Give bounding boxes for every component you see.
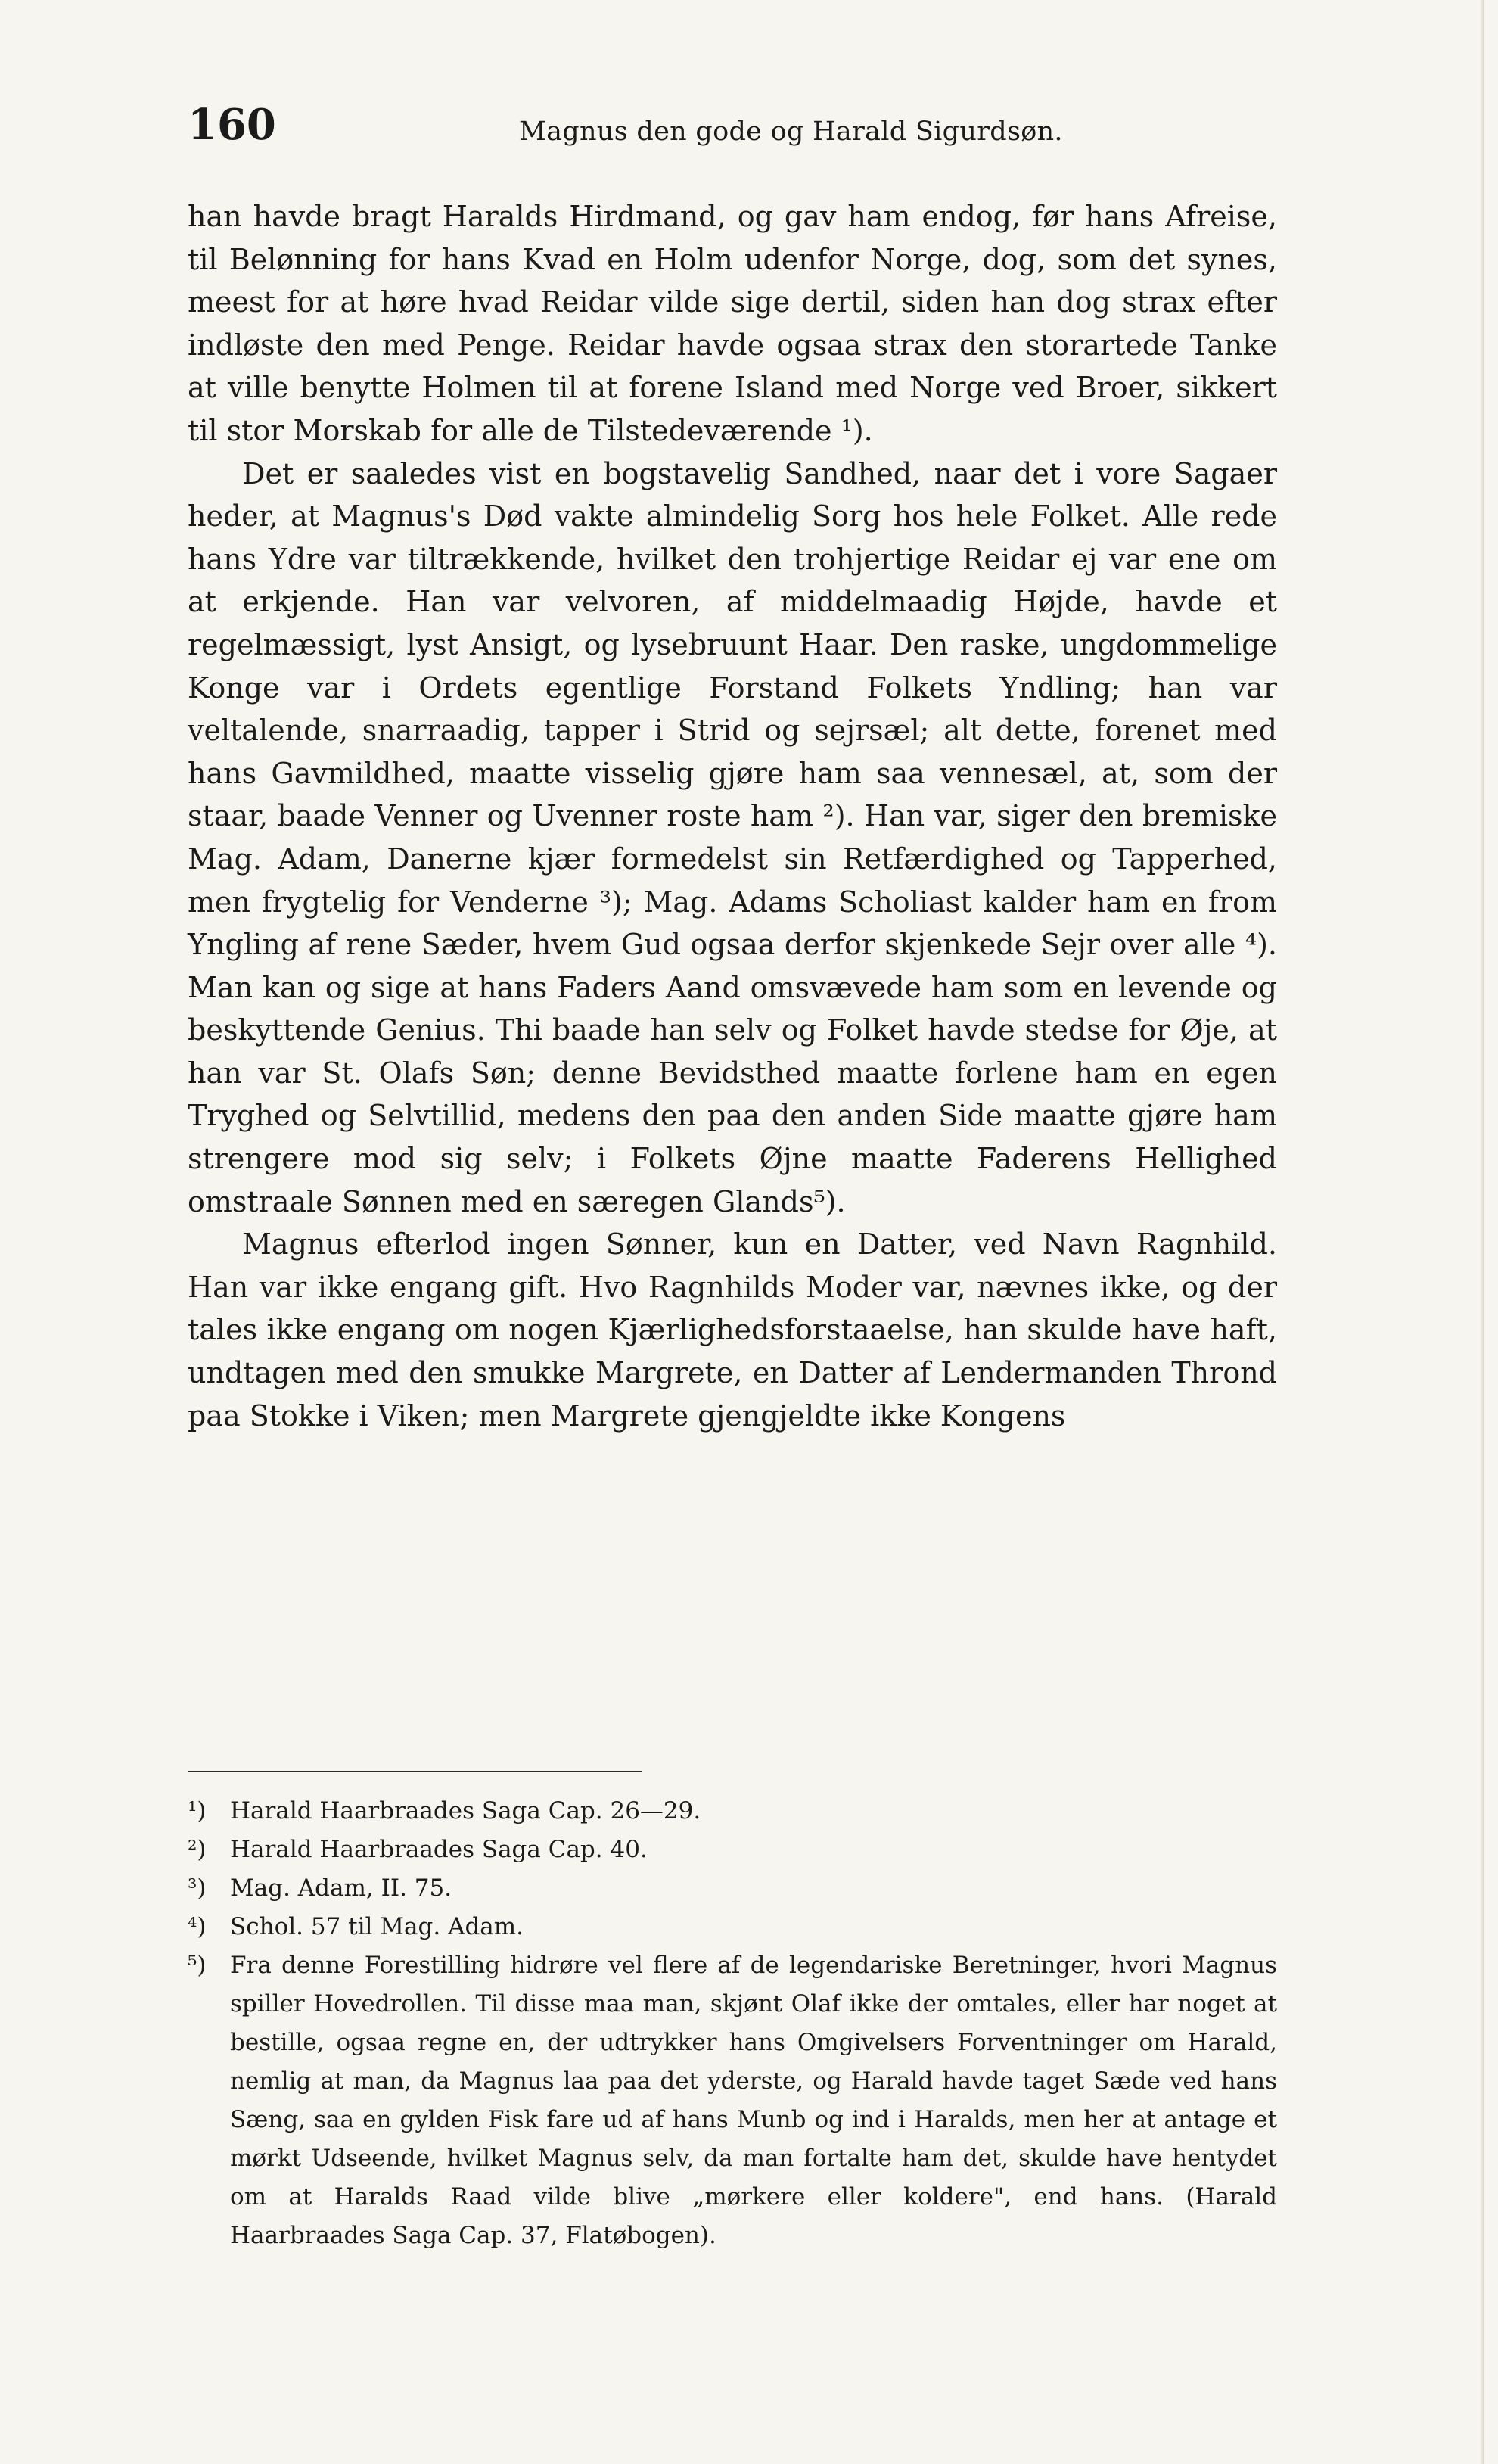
footnote-text: Harald Haarbraades Saga Cap. 26—29.: [230, 1797, 701, 1825]
paragraph-continued: han havde bragt Haralds Hirdmand, og gav ham endog, før hans Afreise, til Belønning for hans Kvad en Holm udenfor Norge, dog, som det synes, meest for at høre hvad Reidar vilde sige dertil, siden han dog strax efter indløste den med Penge. Reidar havde ogsaa strax den storartede Tanke at ville benytte Holmen til at forene Island med Norge ved Broer, sikkert til stor Morskab for alle de Tilstedeværende ¹).: [188, 200, 1277, 447]
footnote-4: [188, 1908, 1277, 1946]
footnote-text: Mag. Adam, II. 75.: [230, 1874, 452, 1902]
footnote-text: Schol. 57 til Mag. Adam.: [230, 1913, 524, 1940]
footnote-mark: ⁵): [188, 1952, 207, 1979]
footnote-text: Fra denne Forestilling hidrøre vel flere af de legendariske Beretninger, hvori Magnus spiller Hovedrollen. Til disse maa man, skjønt Olaf ikke der omtales, eller har noget at bestille, ogsaa regne en, der udtrykker hans Omgivelsers Forventninger om Harald, nemlig at man, da Magnus laa paa det yderste, og Harald havde taget Sæde ved hans Sæng, saa en gylden Fisk fare ud af hans Munb og ind i Haralds, men her at antage et mørkt Udseende, hvilket Magnus selv, da man fortalte ham det, skulde have hentydet om at Haralds Raad vilde blive „mørkere eller koldere", end hans. (Harald Haarbraades Saga Cap. 37, Flatøbogen).: [230, 1952, 1277, 2249]
paragraph: Det er saaledes vist en bogstavelig Sandhed, naar det i vore Sagaer heder, at Magnus's Død vakte almindelig Sorg hos hele Folket. Alle rede hans Ydre var tiltrækkende, hvilket den trohjertige Reidar ej var ene om at erkjende. Han var velvoren, af middelmaadig Højde, havde et regelmæssigt, lyst Ansigt, og lysebruunt Haar. Den raske, ungdommelige Konge var i Ordets egentlige Forstand Folkets Yndling; han var veltalende, snarraadig, tapper i Strid og sejrsæl; alt dette, forenet med hans Gavmildhed, maatte visselig gjøre ham saa vennesæl, at, som der staar, baade Venner og Uvenner roste ham ²). Han var, siger den bremiske Mag. Adam, Danerne kjær formedelst sin Retfærdighed og Tapperhed, men frygtelig for Venderne ³); Mag. Adams Scholiast kalder ham en from Yngling af rene Sæder, hvem Gud ogsaa derfor skjenkede Sejr over alle ⁴). Man kan og sige at hans Faders Aand omsvævede ham som en levende og beskyttende Genius. Thi baade han selv og Folket havde stedse for Øje, at han var St. Olafs Søn; denne Bevidsthed maatte forlene ham en egen Tryghed og Selvtillid, medens den paa den anden Side maatte gjøre ham strengere mod sig selv; i Folkets Øjne maatte Faderens Hellighed omstraale Sønnen med en særegen Glands⁵).: [188, 456, 1277, 1218]
footnote-mark: ⁴): [188, 1913, 207, 1940]
footnote-mark: ²): [188, 1836, 207, 1863]
footnote-3: [188, 1869, 1277, 1908]
footnote-text: Harald Haarbraades Saga Cap. 40.: [230, 1836, 648, 1863]
body-text: [188, 195, 1277, 1437]
footnote-mark: ³): [188, 1874, 207, 1902]
page-number: 160: [188, 100, 276, 150]
running-title: Magnus den gode og Harald Sigurdsøn.: [519, 117, 1063, 147]
footnote-mark: ¹): [188, 1797, 207, 1825]
footnote-5: [188, 1946, 1277, 2255]
footnote-rule: [188, 1771, 642, 1772]
footnote-2: [188, 1831, 1277, 1869]
page-header: [188, 100, 1277, 160]
page-edge-shadow: [1480, 0, 1484, 2464]
paragraph: Magnus efterlod ingen Sønner, kun en Datter, ved Navn Ragnhild. Han var ikke engang gift. Hvo Ragnhilds Moder var, nævnes ikke, og der tales ikke engang om nogen Kjærlighedsforstaaelse, han skulde have haft, undtagen med den smukke Margrete, en Datter af Lendermanden Thrond paa Stokke i Viken; men Margrete gjengjeldte ikke Kongens: [188, 1227, 1277, 1433]
footnotes: [188, 1792, 1277, 2255]
footnote-1: [188, 1792, 1277, 1831]
